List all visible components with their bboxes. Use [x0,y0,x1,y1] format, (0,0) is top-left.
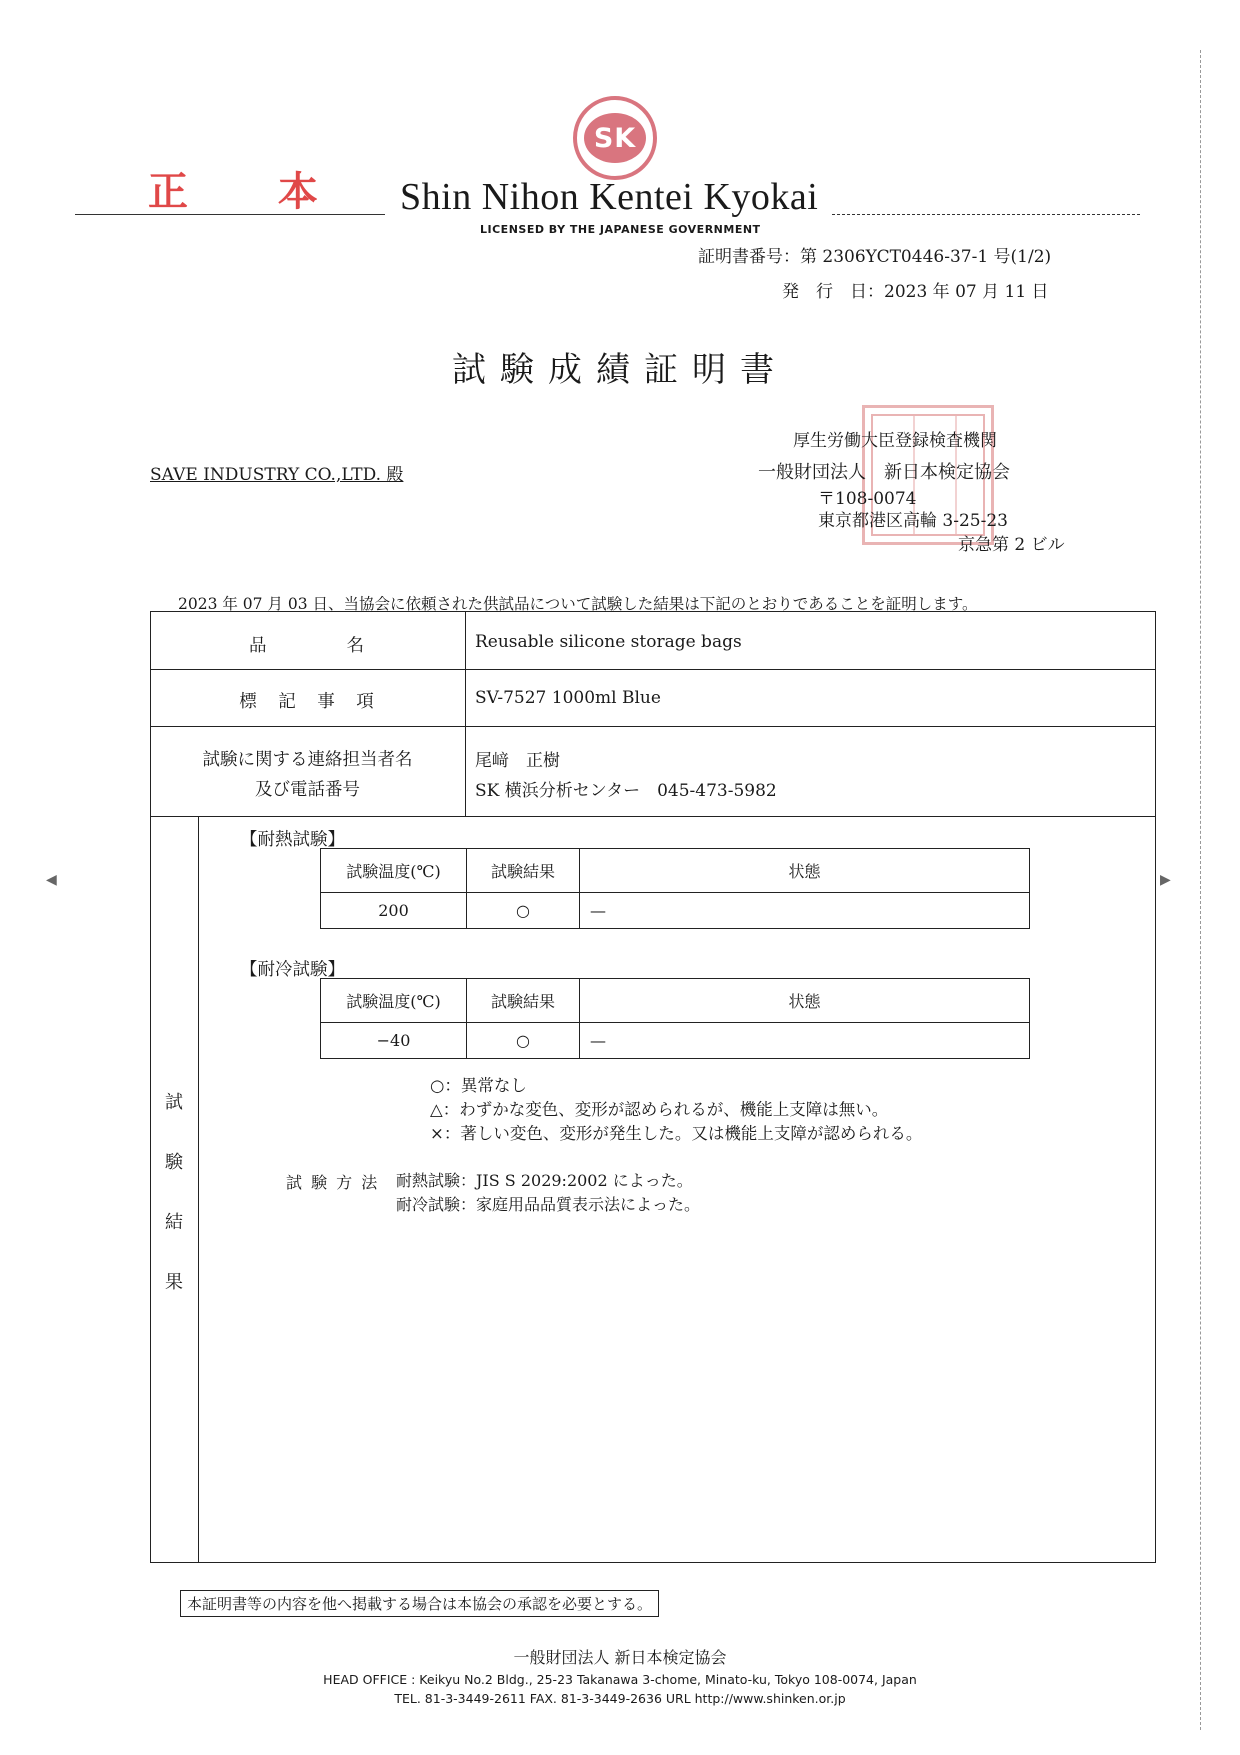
issuer-name: 一般財団法人 新日本検定協会 [758,462,1010,483]
addressee: SAVE INDUSTRY CO.,LTD. 殿 [150,465,404,485]
method-heat: 耐熱試験：JIS S 2029:2002 によった。 [396,1171,693,1190]
issuer-address: 東京都港区高輪 3-25-23 [818,511,1008,531]
licensed-text: LICENSED BY THE JAPANESE GOVERNMENT [480,223,761,236]
results-side-char: 結 [165,1212,183,1233]
heat-header-state: 状態 [580,849,1030,893]
heat-header-temp: 試験温度(℃) [321,849,467,893]
cold-cell-result: ○ [467,1023,580,1059]
brand-name: Shin Nihon Kentei Kyokai [400,176,819,218]
cold-test-table [320,978,1030,1059]
sk-logo [573,96,657,180]
legend-ok: ○：異常なし [430,1076,527,1095]
sk-logo-text: SK [584,113,646,163]
marking-value: SV-7527 1000ml Blue [475,688,661,708]
scan-edge-line [1200,50,1201,1730]
issuer-postal: 〒108-0074 [818,489,917,509]
next-page-arrow-icon[interactable]: ▶ [1160,872,1171,888]
prev-page-arrow-icon[interactable]: ◀ [46,872,57,888]
heat-test-title: 【耐熱試験】 [240,830,345,850]
heat-cell-temp: 200 [321,893,467,929]
cold-header-result: 試験結果 [467,979,580,1023]
row-divider [150,726,1156,727]
issuer-registration: 厚生労働大臣登録検査機関 [793,431,997,451]
header-rule-left [75,214,385,215]
issue-date: 発 行 日：2023 年 07 月 11 日 [782,282,1049,302]
contact-label-line2: 及び電話番号 [255,780,360,800]
results-side-divider [198,816,199,1563]
footer-org: 一般財団法人 新日本検定協会 [513,1648,727,1667]
product-name-label: 品 名 [249,636,366,656]
cold-header-state: 状態 [580,979,1030,1023]
results-side-char: 試 [165,1092,183,1113]
issuer-building: 京急第 2 ビル [958,535,1065,555]
cert-number: 証明書番号：第 2306YCT0446-37-1 号(1/2) [698,247,1052,267]
heat-cell-result: ○ [467,893,580,929]
footer-head-office: HEAD OFFICE : Keikyu No.2 Bldg., 25-23 Takanawa 3-chome, Minato-ku, Tokyo 108-0074, Japan [323,1672,917,1687]
legend-major: ×：著しい変色、変形が発生した。又は機能上支障が認められる。 [430,1124,923,1143]
page-title: 試験成績証明書 [452,350,788,390]
header-rule-right [832,214,1140,215]
footer-contact: TEL. 81-3-3449-2611 FAX. 81-3-3449-2636 URL http://www.shinken.or.jp [394,1691,846,1706]
cold-test-title: 【耐冷試験】 [240,960,345,980]
contact-phone: SK 横浜分析センター 045-473-5982 [475,781,777,801]
certification-statement: 2023 年 07 月 03 日、当協会に依頼された供試品について試験した結果は下記のとおりであることを証明します。 [178,595,978,613]
contact-label-line1: 試験に関する連絡担当者名 [202,750,413,770]
heat-header-result: 試験結果 [467,849,580,893]
product-name-value: Reusable silicone storage bags [475,632,742,652]
cold-header-temp: 試験温度(℃) [321,979,467,1023]
method-label: 試 験 方 法 [286,1173,380,1192]
column-divider [465,611,466,816]
cold-cell-temp: −40 [321,1023,467,1059]
cold-cell-state: — [580,1023,1030,1059]
legend-minor: △：わずかな変色、変形が認められるが、機能上支障は無い。 [430,1100,889,1119]
method-cold: 耐冷試験：家庭用品品質表示法によった。 [396,1195,701,1214]
heat-test-table [320,848,1030,929]
row-divider [150,816,1156,817]
results-side-char: 験 [165,1152,183,1173]
footnote: 本証明書等の内容を他へ掲載する場合は本協会の承認を必要とする。 [180,1590,659,1617]
original-copy-mark: 正 本 [148,169,356,215]
results-side-char: 果 [165,1272,183,1293]
heat-cell-state: — [580,893,1030,929]
marking-label: 標 記 事 項 [239,692,376,712]
contact-name: 尾﨑 正樹 [475,751,560,771]
row-divider [150,669,1156,670]
